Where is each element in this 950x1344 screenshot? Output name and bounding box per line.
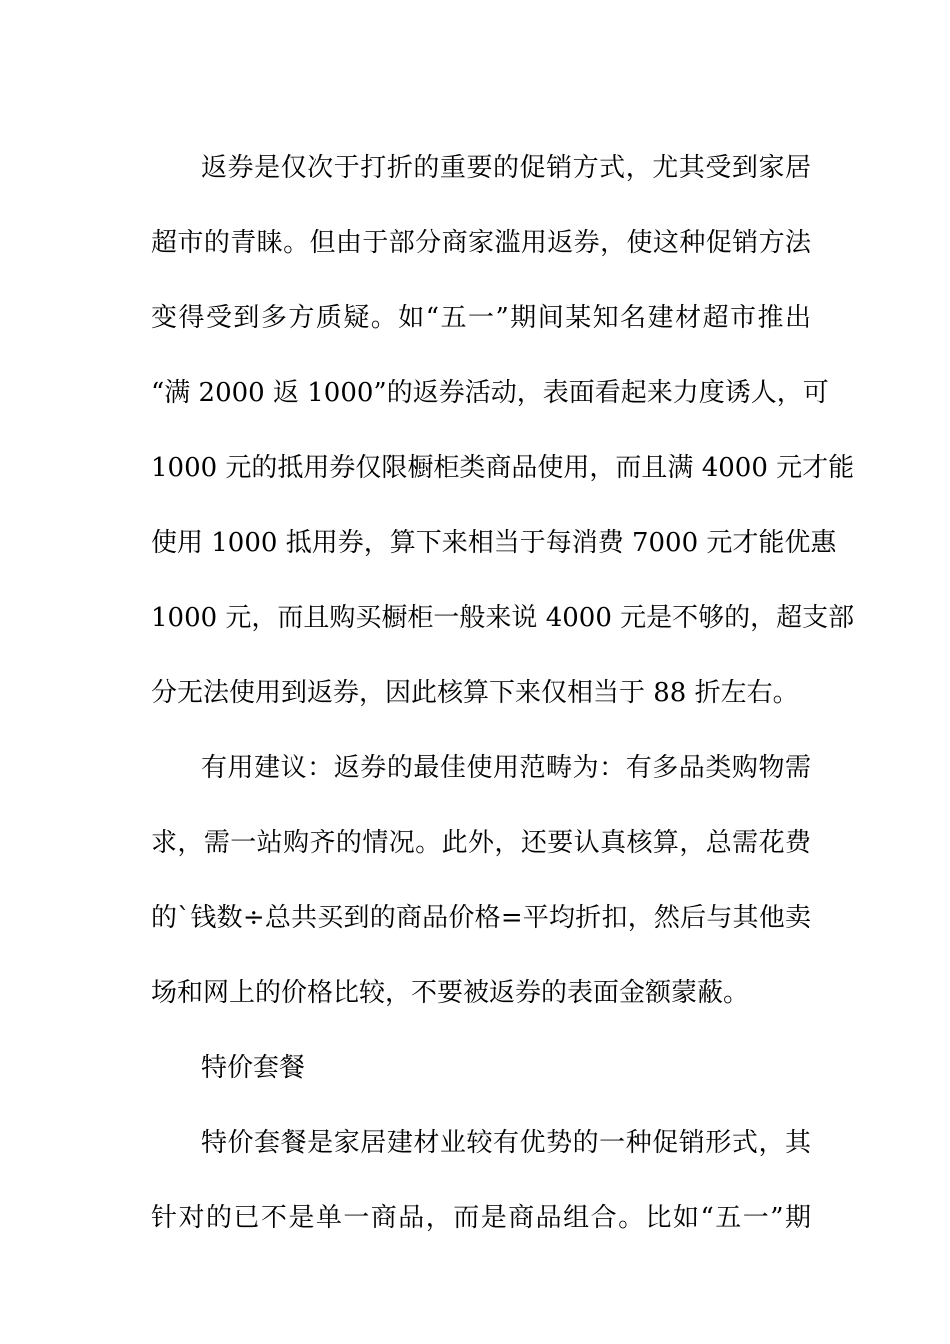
paragraph-line: 分无法使用到返券，因此核算下来仅相当于 88 折左右。	[151, 678, 799, 708]
paragraph-line: 的`钱数÷总共买到的商品价格=平均折扣，然后与其他卖	[151, 903, 811, 933]
paragraph-line: 使用 1000 抵用券，算下来相当于每消费 7000 元才能优惠	[151, 528, 837, 558]
document-body	[151, 131, 855, 1256]
paragraph-line: 1000 元的抵用券仅限橱柜类商品使用，而且满 4000 元才能	[151, 453, 855, 483]
paragraph-line: 求，需一站购齐的情况。此外，还要认真核算，总需花费	[151, 828, 811, 858]
paragraph-line: 变得受到多方质疑。如“五一”期间某知名建材超市推出	[151, 303, 811, 333]
section-heading: 特价套餐	[201, 1053, 306, 1083]
paragraph-line: 特价套餐是家居建材业较有优势的一种促销形式，其	[201, 1128, 811, 1158]
paragraph-line: 超市的青睐。但由于部分商家滥用返券，使这种促销方法	[151, 228, 811, 258]
paragraph-line: “满 2000 返 1000”的返券活动，表面看起来力度诱人，可	[151, 378, 829, 408]
paragraph-line: 场和网上的价格比较，不要被返券的表面金额蒙蔽。	[151, 978, 750, 1008]
paragraph-line: 针对的已不是单一商品，而是商品组合。比如“五一”期	[151, 1203, 811, 1233]
paragraph-line: 返券是仅次于打折的重要的促销方式，尤其受到家居	[201, 153, 811, 183]
paragraph-line: 有用建议：返券的最佳使用范畴为：有多品类购物需	[201, 753, 811, 783]
paragraph-line: 1000 元，而且购买橱柜一般来说 4000 元是不够的，超支部	[151, 603, 855, 633]
